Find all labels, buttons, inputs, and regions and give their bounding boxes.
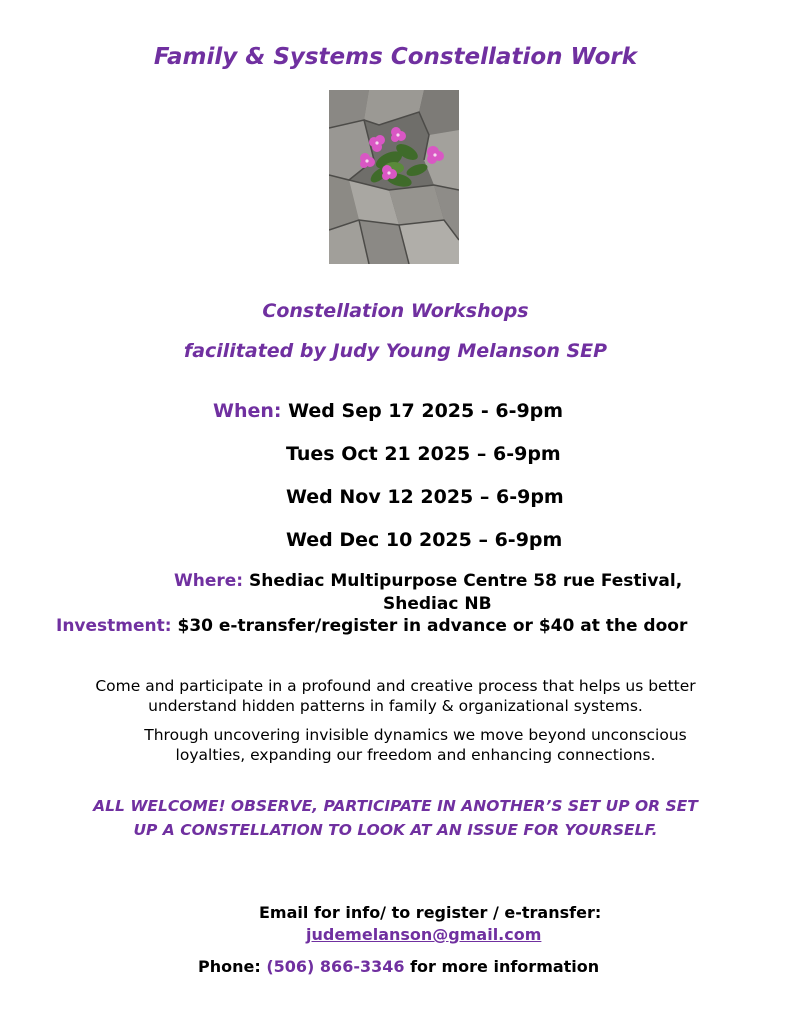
welcome-line-1: ALL WELCOME! OBSERVE, PARTICIPATE IN ANOTHER’S SET UP OR SET bbox=[93, 797, 698, 815]
investment-value: $30 e-transfer/register in advance or $40 at the door bbox=[177, 616, 688, 636]
intro-line-2: understand hidden patterns in family & organizational systems. bbox=[148, 697, 643, 715]
where-address-line-2: Shediac NB bbox=[383, 594, 492, 614]
where-label: Where: bbox=[174, 571, 244, 591]
dynamics-line-1: Through uncovering invisible dynamics we move beyond unconscious bbox=[144, 726, 687, 744]
facilitator-heading: facilitated by Judy Young Melanson SEP bbox=[183, 340, 608, 362]
where-row bbox=[174, 571, 682, 591]
intro-paragraph bbox=[0, 676, 791, 716]
investment-label: Investment: bbox=[56, 616, 172, 636]
intro-line-1: Come and participate in a profound and creative process that helps us better bbox=[95, 677, 696, 695]
date-3: Wed Nov 12 2025 – 6-9pm bbox=[286, 486, 564, 508]
date-1: Wed Sep 17 2025 - 6-9pm bbox=[288, 400, 564, 422]
workshops-heading: Constellation Workshops bbox=[262, 300, 529, 322]
date-4: Wed Dec 10 2025 – 6-9pm bbox=[286, 529, 563, 551]
welcome-line-2: UP A CONSTELLATION TO LOOK AT AN ISSUE FOR YOURSELF. bbox=[133, 821, 658, 839]
investment-row bbox=[56, 616, 687, 636]
page-title: Family & Systems Constellation Work bbox=[153, 44, 638, 70]
email-label: Email for info/ to register / e-transfer: bbox=[259, 903, 602, 922]
welcome-notice bbox=[0, 794, 791, 842]
phone-row bbox=[198, 957, 599, 976]
where-address-line-1: Shediac Multipurpose Centre 58 rue Festival, bbox=[249, 571, 683, 591]
when-row bbox=[213, 400, 563, 422]
dynamics-line-2: loyalties, expanding our freedom and enhancing connections. bbox=[175, 746, 656, 764]
email-link[interactable]: judemelanson@gmail.com bbox=[306, 925, 542, 944]
date-2: Tues Oct 21 2025 – 6-9pm bbox=[286, 443, 561, 465]
phone-suffix: for more information bbox=[410, 957, 600, 976]
phone-label: Phone: bbox=[198, 957, 261, 976]
phone-number[interactable]: (506) 866-3346 bbox=[266, 957, 405, 976]
flower-photo-icon bbox=[329, 90, 459, 264]
dynamics-paragraph bbox=[20, 725, 791, 765]
when-label: When: bbox=[213, 400, 282, 422]
